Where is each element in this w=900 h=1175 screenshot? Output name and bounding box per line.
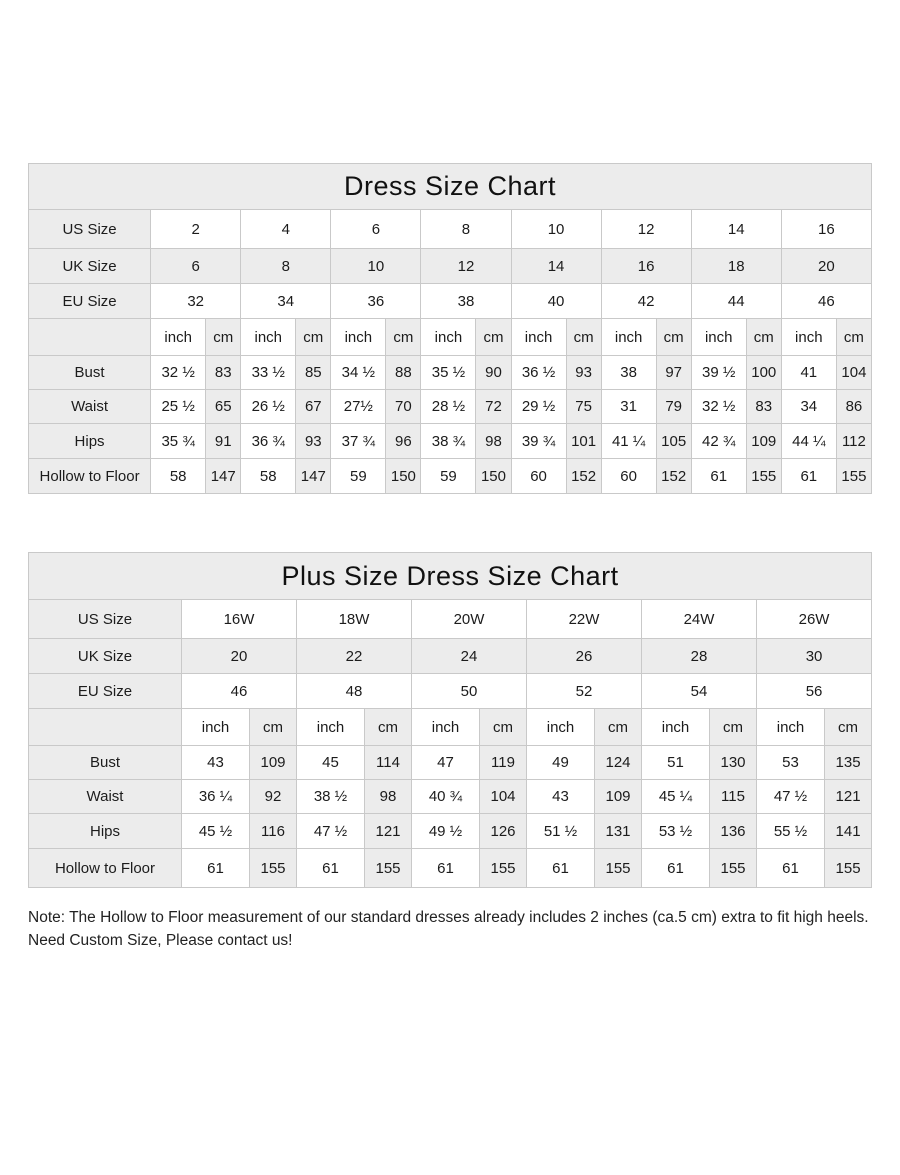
unit-header-inch: inch — [182, 709, 250, 746]
size-value-cell: 50 — [412, 674, 527, 709]
measurement-inch-value: 61 — [297, 849, 365, 888]
unit-header-inch: inch — [601, 319, 656, 356]
size-value-cell: 18W — [297, 600, 412, 639]
unit-header-cm: cm — [746, 319, 781, 356]
measurement-inch-value: 38 ¾ — [421, 424, 476, 459]
unit-header-inch: inch — [151, 319, 206, 356]
measurement-cm-value: 114 — [365, 746, 412, 780]
measurement-inch-value: 37 ¾ — [331, 424, 386, 459]
measurement-inch-value: 61 — [691, 459, 746, 494]
measurement-cm-value: 101 — [566, 424, 601, 459]
size-value-cell: 8 — [241, 249, 331, 284]
size-value-cell: 12 — [421, 249, 511, 284]
unit-header-row — [29, 319, 872, 356]
size-value-cell: 28 — [642, 639, 757, 674]
measurement-inch-value: 38 — [601, 356, 656, 390]
size-row-label: US Size — [29, 210, 151, 249]
measurement-row-label: Hollow to Floor — [29, 849, 182, 888]
unit-header-inch: inch — [412, 709, 480, 746]
measurement-cm-value: 131 — [595, 814, 642, 849]
notes — [28, 906, 876, 952]
measurement-inch-value: 47 ½ — [297, 814, 365, 849]
measurement-inch-value: 34 — [781, 390, 836, 424]
measurement-cm-value: 98 — [476, 424, 511, 459]
measurement-inch-value: 32 ½ — [151, 356, 206, 390]
size-value-cell: 2 — [151, 210, 241, 249]
unit-header-cm: cm — [595, 709, 642, 746]
size-value-cell: 34 — [241, 284, 331, 319]
measurement-inch-value: 32 ½ — [691, 390, 746, 424]
size-value-cell: 42 — [601, 284, 691, 319]
measurement-inch-value: 39 ½ — [691, 356, 746, 390]
measurement-cm-value: 85 — [296, 356, 331, 390]
size-value-cell: 38 — [421, 284, 511, 319]
size-value-cell: 20 — [781, 249, 871, 284]
size-value-cell: 24 — [412, 639, 527, 674]
measurement-inch-value: 49 ½ — [412, 814, 480, 849]
measurement-inch-value: 27½ — [331, 390, 386, 424]
measurement-cm-value: 155 — [480, 849, 527, 888]
measurement-cm-value: 126 — [480, 814, 527, 849]
chart-title: Dress Size Chart — [29, 164, 872, 210]
measurement-row — [29, 459, 872, 494]
standard-size-chart-section — [28, 163, 872, 494]
measurement-row-label: Bust — [29, 356, 151, 390]
measurement-cm-value: 147 — [296, 459, 331, 494]
measurement-cm-value: 67 — [296, 390, 331, 424]
measurement-inch-value: 33 ½ — [241, 356, 296, 390]
measurement-inch-value: 40 ¾ — [412, 780, 480, 814]
measurement-inch-value: 61 — [757, 849, 825, 888]
measurement-inch-value: 36 ½ — [511, 356, 566, 390]
measurement-inch-value: 53 ½ — [642, 814, 710, 849]
measurement-inch-value: 42 ¾ — [691, 424, 746, 459]
size-value-cell: 46 — [182, 674, 297, 709]
measurement-cm-value: 109 — [746, 424, 781, 459]
size-row-label: US Size — [29, 600, 182, 639]
measurement-inch-value: 60 — [601, 459, 656, 494]
unit-header-cm: cm — [710, 709, 757, 746]
size-value-cell: 46 — [781, 284, 871, 319]
measurement-cm-value: 91 — [206, 424, 241, 459]
unit-header-inch: inch — [781, 319, 836, 356]
standard-size-table — [28, 163, 872, 494]
unit-header-cm: cm — [825, 709, 872, 746]
measurement-row-label: Hollow to Floor — [29, 459, 151, 494]
size-value-cell: 54 — [642, 674, 757, 709]
size-value-cell: 4 — [241, 210, 331, 249]
measurement-cm-value: 93 — [566, 356, 601, 390]
unit-header-cm: cm — [386, 319, 421, 356]
measurement-cm-value: 135 — [825, 746, 872, 780]
size-value-cell: 16 — [781, 210, 871, 249]
measurement-cm-value: 65 — [206, 390, 241, 424]
measurement-cm-value: 115 — [710, 780, 757, 814]
measurement-cm-value: 155 — [710, 849, 757, 888]
size-value-cell: 6 — [151, 249, 241, 284]
measurement-inch-value: 31 — [601, 390, 656, 424]
measurement-inch-value: 43 — [182, 746, 250, 780]
size-value-cell: 8 — [421, 210, 511, 249]
measurement-inch-value: 45 ½ — [182, 814, 250, 849]
measurement-inch-value: 51 — [642, 746, 710, 780]
size-value-cell: 26W — [757, 600, 872, 639]
unit-header-inch: inch — [511, 319, 566, 356]
unit-header-cm: cm — [566, 319, 601, 356]
measurement-cm-value: 121 — [365, 814, 412, 849]
measurement-row-label: Waist — [29, 780, 182, 814]
size-row — [29, 674, 872, 709]
unit-row-blank-cell — [29, 709, 182, 746]
measurement-row — [29, 814, 872, 849]
measurement-inch-value: 26 ½ — [241, 390, 296, 424]
measurement-cm-value: 130 — [710, 746, 757, 780]
size-row-label: UK Size — [29, 249, 151, 284]
measurement-inch-value: 39 ¾ — [511, 424, 566, 459]
measurement-cm-value: 90 — [476, 356, 511, 390]
measurement-inch-value: 25 ½ — [151, 390, 206, 424]
measurement-row — [29, 390, 872, 424]
measurement-inch-value: 45 ¼ — [642, 780, 710, 814]
size-row-label: UK Size — [29, 639, 182, 674]
measurement-inch-value: 61 — [182, 849, 250, 888]
measurement-cm-value: 109 — [250, 746, 297, 780]
measurement-cm-value: 155 — [836, 459, 871, 494]
size-row — [29, 249, 872, 284]
size-value-cell: 22W — [527, 600, 642, 639]
size-value-cell: 12 — [601, 210, 691, 249]
measurement-inch-value: 45 — [297, 746, 365, 780]
size-value-cell: 32 — [151, 284, 241, 319]
measurement-cm-value: 104 — [480, 780, 527, 814]
measurement-row — [29, 780, 872, 814]
unit-header-cm: cm — [250, 709, 297, 746]
size-row-label: EU Size — [29, 284, 151, 319]
size-value-cell: 56 — [757, 674, 872, 709]
measurement-inch-value: 29 ½ — [511, 390, 566, 424]
unit-header-row — [29, 709, 872, 746]
measurement-inch-value: 58 — [241, 459, 296, 494]
plus-size-table — [28, 552, 872, 888]
measurement-inch-value: 60 — [511, 459, 566, 494]
measurement-cm-value: 155 — [250, 849, 297, 888]
measurement-cm-value: 70 — [386, 390, 421, 424]
measurement-cm-value: 155 — [595, 849, 642, 888]
measurement-cm-value: 150 — [386, 459, 421, 494]
measurement-cm-value: 155 — [365, 849, 412, 888]
size-value-cell: 30 — [757, 639, 872, 674]
measurement-inch-value: 47 — [412, 746, 480, 780]
measurement-row-label: Hips — [29, 424, 151, 459]
unit-header-inch: inch — [757, 709, 825, 746]
measurement-inch-value: 41 — [781, 356, 836, 390]
note-custom-size: Need Custom Size, Please contact us! — [28, 932, 293, 949]
measurement-inch-value: 36 ¼ — [182, 780, 250, 814]
size-value-cell: 20 — [182, 639, 297, 674]
measurement-row — [29, 424, 872, 459]
size-value-cell: 14 — [691, 210, 781, 249]
unit-header-inch: inch — [241, 319, 296, 356]
size-row — [29, 284, 872, 319]
unit-header-inch: inch — [642, 709, 710, 746]
size-value-cell: 52 — [527, 674, 642, 709]
size-value-cell: 24W — [642, 600, 757, 639]
size-row — [29, 639, 872, 674]
size-value-cell: 26 — [527, 639, 642, 674]
size-value-cell: 10 — [511, 210, 601, 249]
measurement-cm-value: 155 — [746, 459, 781, 494]
measurement-cm-value: 98 — [365, 780, 412, 814]
measurement-cm-value: 105 — [656, 424, 691, 459]
measurement-inch-value: 49 — [527, 746, 595, 780]
measurement-cm-value: 124 — [595, 746, 642, 780]
unit-header-cm: cm — [365, 709, 412, 746]
measurement-inch-value: 38 ½ — [297, 780, 365, 814]
size-row-label: EU Size — [29, 674, 182, 709]
measurement-cm-value: 83 — [206, 356, 241, 390]
measurement-row-label: Waist — [29, 390, 151, 424]
measurement-inch-value: 44 ¼ — [781, 424, 836, 459]
size-value-cell: 6 — [331, 210, 421, 249]
measurement-inch-value: 58 — [151, 459, 206, 494]
measurement-cm-value: 119 — [480, 746, 527, 780]
measurement-cm-value: 141 — [825, 814, 872, 849]
measurement-inch-value: 55 ½ — [757, 814, 825, 849]
unit-header-inch: inch — [297, 709, 365, 746]
size-row — [29, 210, 872, 249]
measurement-inch-value: 61 — [412, 849, 480, 888]
measurement-inch-value: 51 ½ — [527, 814, 595, 849]
measurement-row-label: Hips — [29, 814, 182, 849]
measurement-cm-value: 136 — [710, 814, 757, 849]
measurement-inch-value: 34 ½ — [331, 356, 386, 390]
chart-title: Plus Size Dress Size Chart — [29, 553, 872, 600]
unit-header-inch: inch — [331, 319, 386, 356]
measurement-cm-value: 121 — [825, 780, 872, 814]
measurement-inch-value: 41 ¼ — [601, 424, 656, 459]
unit-header-cm: cm — [476, 319, 511, 356]
measurement-inch-value: 53 — [757, 746, 825, 780]
measurement-cm-value: 112 — [836, 424, 871, 459]
unit-header-cm: cm — [656, 319, 691, 356]
unit-header-cm: cm — [206, 319, 241, 356]
measurement-inch-value: 59 — [421, 459, 476, 494]
measurement-inch-value: 35 ½ — [421, 356, 476, 390]
measurement-inch-value: 28 ½ — [421, 390, 476, 424]
measurement-cm-value: 104 — [836, 356, 871, 390]
measurement-inch-value: 43 — [527, 780, 595, 814]
unit-header-inch: inch — [421, 319, 476, 356]
measurement-cm-value: 96 — [386, 424, 421, 459]
measurement-cm-value: 93 — [296, 424, 331, 459]
measurement-inch-value: 36 ¾ — [241, 424, 296, 459]
measurement-inch-value: 35 ¾ — [151, 424, 206, 459]
measurement-inch-value: 61 — [781, 459, 836, 494]
measurement-cm-value: 155 — [825, 849, 872, 888]
size-value-cell: 20W — [412, 600, 527, 639]
note-hollow-to-floor: Note: The Hollow to Floor measurement of our standard dresses already includes 2 inches (ca.5 cm) extra to fit high heels. — [28, 909, 869, 926]
measurement-inch-value: 61 — [642, 849, 710, 888]
measurement-cm-value: 83 — [746, 390, 781, 424]
size-value-cell: 40 — [511, 284, 601, 319]
measurement-cm-value: 88 — [386, 356, 421, 390]
unit-header-cm: cm — [296, 319, 331, 356]
unit-header-cm: cm — [836, 319, 871, 356]
measurement-cm-value: 97 — [656, 356, 691, 390]
measurement-row — [29, 356, 872, 390]
size-value-cell: 18 — [691, 249, 781, 284]
measurement-inch-value: 47 ½ — [757, 780, 825, 814]
measurement-cm-value: 150 — [476, 459, 511, 494]
measurement-row — [29, 849, 872, 888]
size-value-cell: 48 — [297, 674, 412, 709]
measurement-cm-value: 152 — [566, 459, 601, 494]
size-value-cell: 36 — [331, 284, 421, 319]
measurement-row — [29, 746, 872, 780]
unit-header-inch: inch — [691, 319, 746, 356]
size-value-cell: 14 — [511, 249, 601, 284]
measurement-cm-value: 86 — [836, 390, 871, 424]
measurement-cm-value: 152 — [656, 459, 691, 494]
measurement-cm-value: 116 — [250, 814, 297, 849]
size-value-cell: 16 — [601, 249, 691, 284]
measurement-cm-value: 109 — [595, 780, 642, 814]
measurement-cm-value: 147 — [206, 459, 241, 494]
size-value-cell: 22 — [297, 639, 412, 674]
size-value-cell: 44 — [691, 284, 781, 319]
measurement-cm-value: 92 — [250, 780, 297, 814]
measurement-cm-value: 72 — [476, 390, 511, 424]
unit-row-blank-cell — [29, 319, 151, 356]
plus-size-chart-section — [28, 552, 872, 888]
size-row — [29, 600, 872, 639]
size-value-cell: 10 — [331, 249, 421, 284]
measurement-row-label: Bust — [29, 746, 182, 780]
unit-header-inch: inch — [527, 709, 595, 746]
measurement-cm-value: 75 — [566, 390, 601, 424]
measurement-cm-value: 79 — [656, 390, 691, 424]
measurement-cm-value: 100 — [746, 356, 781, 390]
measurement-inch-value: 59 — [331, 459, 386, 494]
size-value-cell: 16W — [182, 600, 297, 639]
unit-header-cm: cm — [480, 709, 527, 746]
measurement-inch-value: 61 — [527, 849, 595, 888]
